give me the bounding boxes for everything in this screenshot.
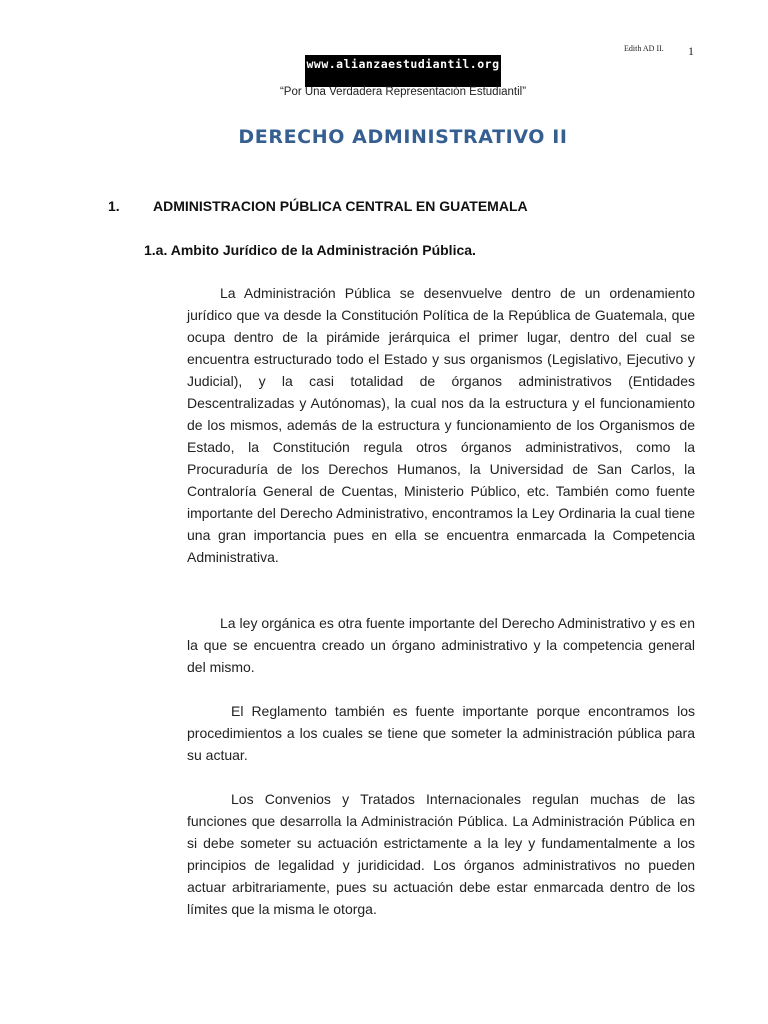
body-paragraph: El Reglamento también es fuente importante porque encontramos los procedimientos a los cuales se tiene que someter la administración pública para su actuar. [187, 703, 695, 763]
slogan: “Por Una Verdadera Representación Estudiantil” [279, 86, 527, 98]
body-paragraph: La Administración Pública se desenvuelve dentro de un ordenamiento jurídico que va desde la Constitución Política de la República de Guatemala, que ocupa dentro de la pirámide jerárquica el primer lugar, dentro del cual se encuentra estructurado todo el Estado y sus organismos (Legislativo, Ejecutivo y Judicial), y la casi totalidad de órganos administrativos (Entidades Descentralizadas y Autónomas), la cual nos da la estructura y el funcionamiento de los mismos, además de la estructura y funcionamiento de los Organismos de Estado, la Constitución regula otros órganos administrativos, como la Procuraduría de los Derechos Humanos, la Universidad de San Carlos, la Contraloría General de Cuentas, Ministerio Público, etc. También como fuente importante del Derecho Administrativo, encontramos la Ley Ordinaria la cual tiene una gran importancia pues en ella se encuentra enmarcada la Competencia Administrativa. [187, 285, 695, 565]
site-banner: www.alianzaestudiantil.org [305, 55, 501, 87]
header-author-meta: Edith AD II. [624, 44, 664, 53]
body-paragraph: Los Convenios y Tratados Internacionales regulan muchas de las funciones que desarrolla la Administración Pública. La Administración Pública en si debe someter su actuación estrictamente a la ley y fundamentalmente a los principios de legalidad y juridicidad. Los órganos administrativos no pueden actuar arbitrariamente, pues su actuación debe estar enmarcada dentro de los límites que la misma le otorga. [187, 791, 695, 917]
body-paragraph: La ley orgánica es otra fuente importante del Derecho Administrativo y es en la que se encuentra creado un órgano administrativo y la competencia general del mismo. [187, 615, 695, 675]
document-title: DERECHO ADMINISTRATIVO II [238, 126, 568, 148]
section-heading [108, 198, 528, 214]
section-number: 1. [108, 198, 120, 214]
subsection-heading: 1.a. Ambito Jurídico de la Administración Pública. [144, 242, 476, 258]
page-number: 1 [688, 44, 694, 58]
section-title: ADMINISTRACION PÚBLICA CENTRAL EN GUATEMALA [153, 198, 528, 214]
